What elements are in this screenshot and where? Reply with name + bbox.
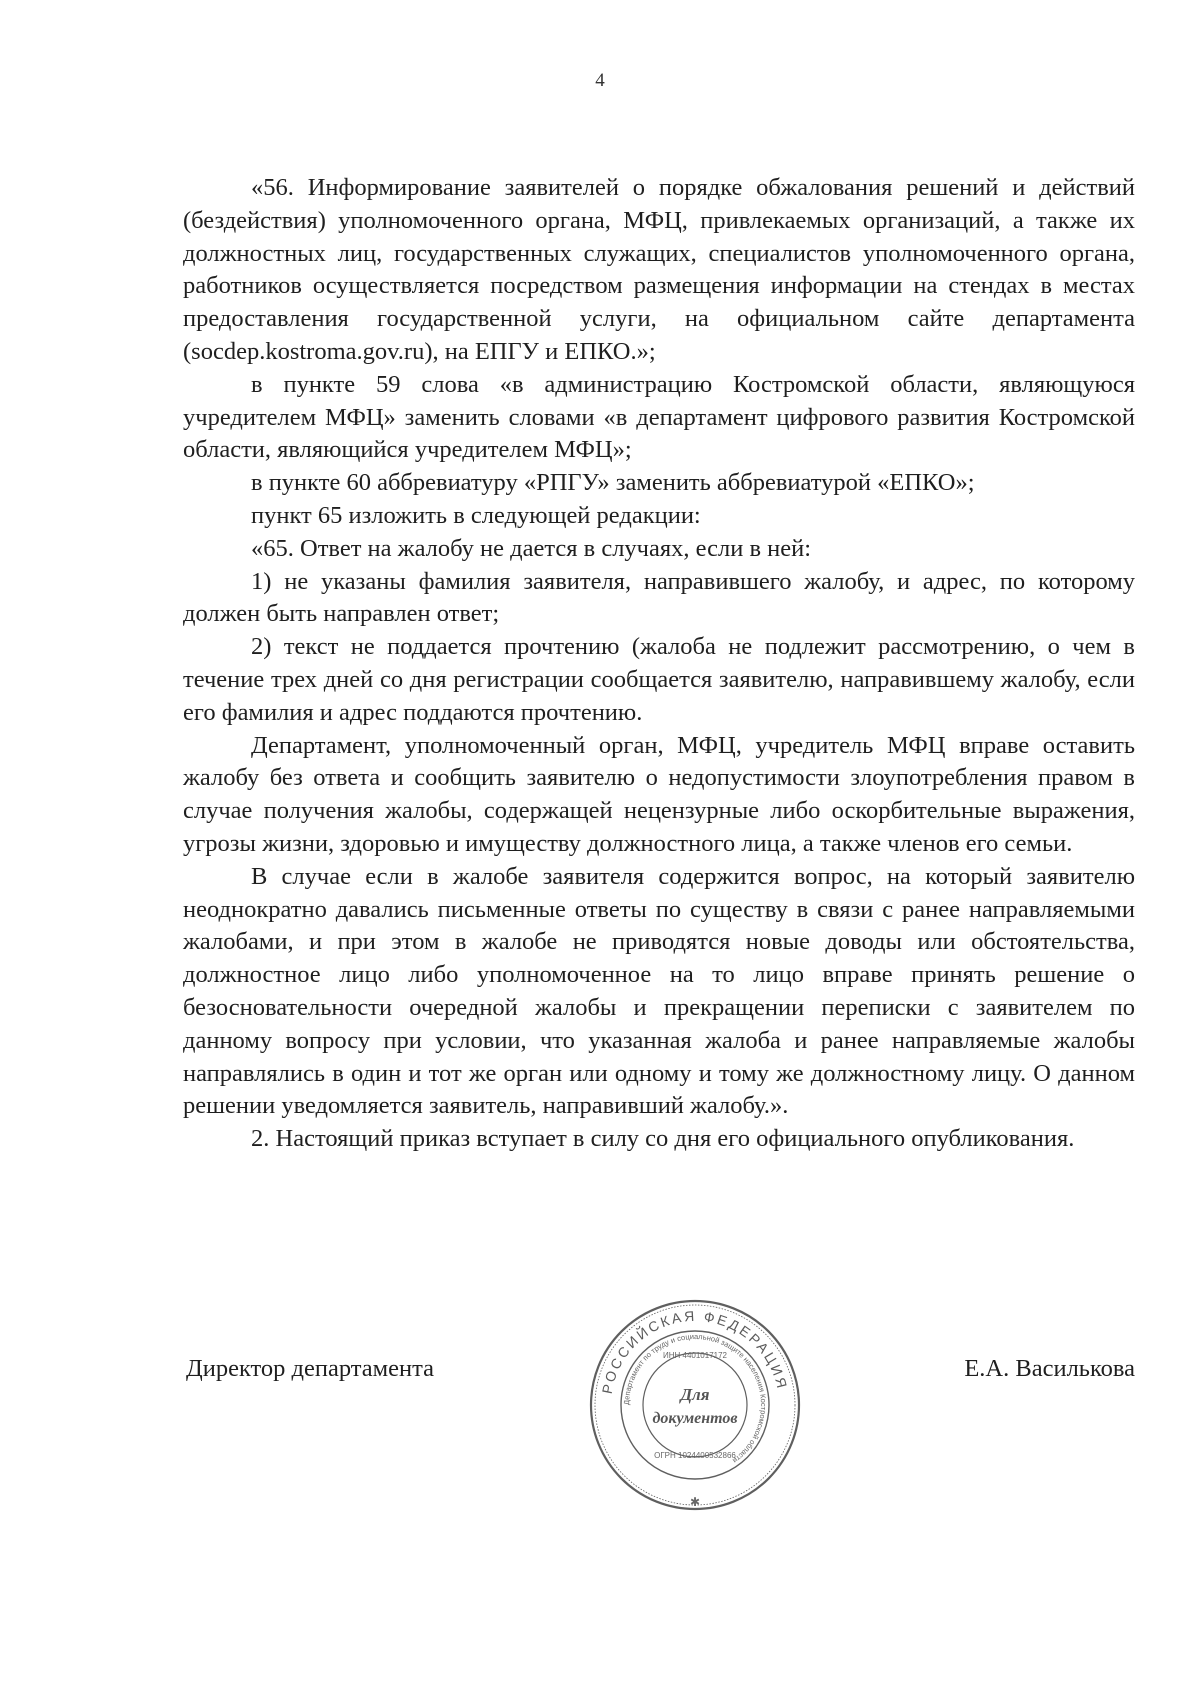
paragraph-repeated-complaint: В случае если в жалобе заявителя содержится вопрос, на который заявителю неоднократно давались письменные ответы по существу в связи с ранее направляемыми жалобами, и при этом в жалобе не приводятся новые доводы или обстоятельства, должностное лицо либо уполномоченное на то лицо вправе принять решение о безосновательности очередной жалобы и прекращении переписки с заявителем по данному вопросу при условии, что указанная жалоба и ранее направляемые жалобы направлялись в один и тот же орган или одному и тому же должностному лицу. О данном решении уведомляется заявитель, направивший жалобу.». [183,862,1135,1120]
stamp-ogrn: ОГРН 1024400532866 [654,1451,736,1460]
paragraph-point-65-intro: пункт 65 изложить в следующей редакции: [251,501,701,529]
paragraph-65: «65. Ответ на жалобу не дается в случаях, если в ней: [251,534,812,562]
document-body [183,172,1135,1156]
paragraph-65-item-1: 1) не указаны фамилия заявителя, направившего жалобу, и адрес, по которому должен быть направлен ответ; [183,567,1135,628]
stamp-center-line-1: Для [680,1385,710,1404]
paragraph-65-item-2: 2) текст не поддается прочтению (жалоба не подлежит рассмотрению, о чем в течение трех дней со дня регистрации сообщается заявителю, направившему жалобу, если его фамилия и адрес поддаются прочтению. [183,633,1135,726]
paragraph-point-59: в пункте 59 слова «в администрацию Костромской области, являющуюся учредителем МФЦ» заменить словами «в департамент цифрового развития Костромской области, являющийся учредителем МФЦ»; [183,370,1135,464]
stamp-graphic [585,1292,805,1518]
stamp-star-icon: ✱ [689,1495,701,1509]
paragraph-point-60: в пункте 60 аббревиатуру «РПГУ» заменить аббревиатурой «ЕПКО»; [251,469,975,497]
stamp-inner-ring [643,1353,747,1457]
signatory-name: Е.А. Василькова [964,1355,1135,1382]
page-number: 4 [595,70,605,91]
stamp-outer-text: РОССИЙСКАЯ ФЕДЕРАЦИЯ [598,1307,791,1396]
official-stamp [585,1292,805,1518]
paragraph-abuse: Департамент, уполномоченный орган, МФЦ, учредитель МФЦ вправе оставить жалобу без ответа и сообщить заявителю о недопустимости злоупотребления правом в случае получения жалобы, содержащей нецензурные либо оскорбительные выражения, угрозы жизни, здоровью и имуществу должностного лица, а также членов его семьи. [183,731,1135,857]
stamp-inn: ИНН 4401017172 [662,1351,728,1360]
paragraph-56: «56. Информирование заявителей о порядке обжалования решений и действий (бездействия) уполномоченного органа, МФЦ, привлекаемых организаций, а также их должностных лиц, государственных служащих, специалистов уполномоченного органа, работников осуществляется посредством размещения информации на стендах в местах предоставления государственной услуги, на официальном сайте департамента (socdep.kostroma.gov.ru), на ЕПГУ и ЕПКО.»; [183,174,1135,365]
paragraph-effective-date: 2. Настоящий приказ вступает в силу со дня его официального опубликования. [251,1125,1075,1153]
stamp-center-line-2: документов [652,1410,738,1427]
stamp-inner-text: Департамент по труду и социальной защите населения Костромской области [621,1331,769,1466]
signatory-title: Директор департамента [186,1355,435,1382]
